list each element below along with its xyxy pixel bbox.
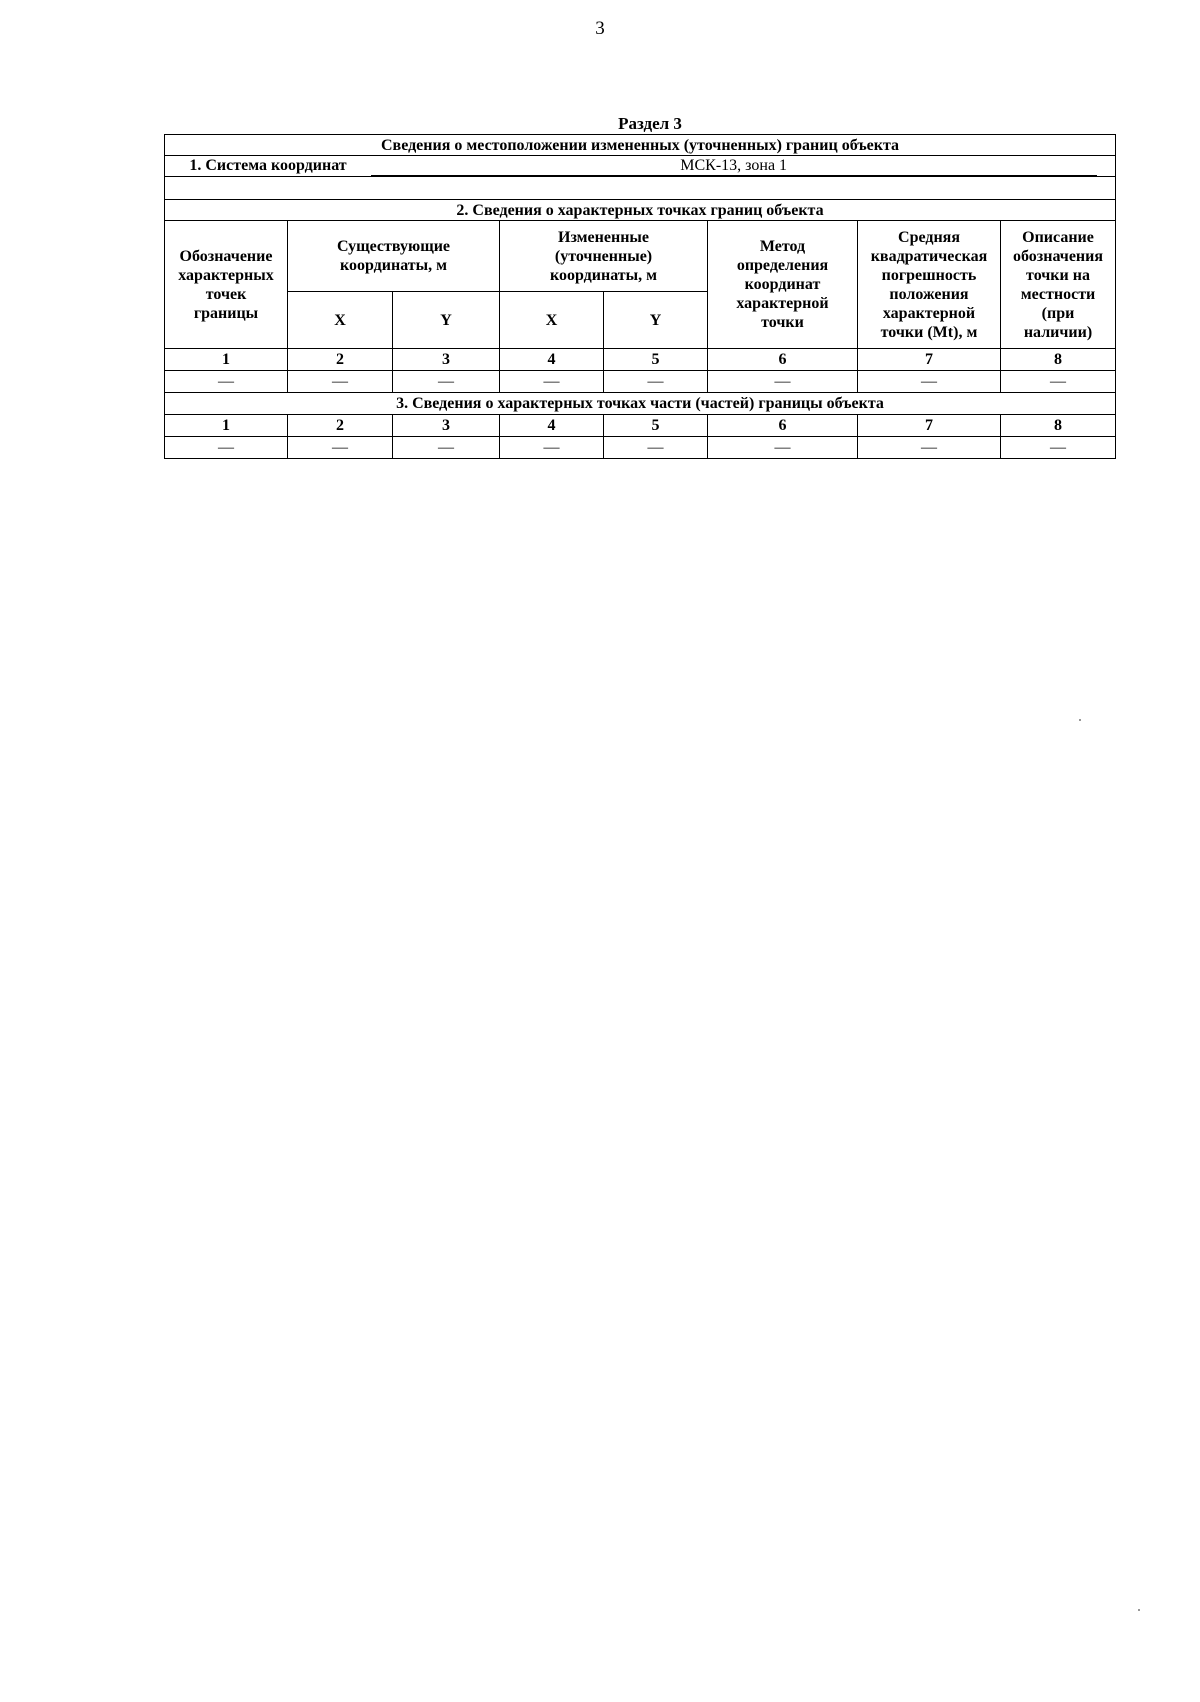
column-number: 1 bbox=[165, 349, 288, 371]
header-changed-coordinates: Измененные (уточненные) координаты, м bbox=[500, 221, 708, 292]
table-cell: — bbox=[165, 371, 288, 393]
column-number: 1 bbox=[165, 415, 288, 437]
scan-speck bbox=[1079, 719, 1081, 721]
table-cell: — bbox=[165, 437, 288, 459]
table-row bbox=[165, 371, 1116, 393]
header-changed-y: Y bbox=[604, 292, 708, 349]
column-number: 5 bbox=[604, 415, 708, 437]
table-cell: — bbox=[288, 437, 393, 459]
header-method: Метод определения координат характерной точки bbox=[708, 221, 858, 349]
column-number: 6 bbox=[708, 349, 858, 371]
coord-system-label: 1. Система координат bbox=[189, 157, 347, 174]
table-cell: — bbox=[500, 437, 604, 459]
table-cell: — bbox=[1001, 437, 1116, 459]
table-title: Сведения о местоположении измененных (уточненных) границ объекта bbox=[165, 135, 1116, 156]
header-existing-x: X bbox=[288, 292, 393, 349]
header-mean-square-error: Средняя квадратическая погрешность положения характерной точки (Mt), м bbox=[858, 221, 1001, 349]
section-title: Раздел 3 bbox=[618, 114, 682, 133]
table-cell: — bbox=[604, 437, 708, 459]
header-existing-coordinates: Существующие координаты, м bbox=[288, 221, 500, 292]
table-cell: — bbox=[500, 371, 604, 393]
subsection-2-title: 2. Сведения о характерных точках границ объекта bbox=[165, 200, 1116, 221]
subsection-3-title: 3. Сведения о характерных точках части (частей) границы объекта bbox=[165, 393, 1116, 415]
table-cell: — bbox=[1001, 371, 1116, 393]
column-number: 8 bbox=[1001, 349, 1116, 371]
column-number: 4 bbox=[500, 349, 604, 371]
table-cell: — bbox=[858, 371, 1001, 393]
column-number: 7 bbox=[858, 349, 1001, 371]
table-cell: — bbox=[393, 371, 500, 393]
table-row bbox=[165, 437, 1116, 459]
header-point-designation: Обозначение характерных точек границы bbox=[165, 221, 288, 349]
column-number: 2 bbox=[288, 349, 393, 371]
header-existing-y: Y bbox=[393, 292, 500, 349]
page-number: 3 bbox=[595, 18, 605, 39]
header-changed-x: X bbox=[500, 292, 604, 349]
column-number: 4 bbox=[500, 415, 604, 437]
column-number: 7 bbox=[858, 415, 1001, 437]
column-number: 5 bbox=[604, 349, 708, 371]
coord-system-row bbox=[165, 156, 1116, 177]
column-number: 3 bbox=[393, 349, 500, 371]
column-number-row bbox=[165, 349, 1116, 371]
column-number-row-2 bbox=[165, 415, 1116, 437]
coord-system-spacer bbox=[165, 177, 1116, 200]
column-number: 8 bbox=[1001, 415, 1116, 437]
column-number: 6 bbox=[708, 415, 858, 437]
table-cell: — bbox=[288, 371, 393, 393]
table-cell: — bbox=[708, 371, 858, 393]
boundary-table bbox=[164, 134, 1116, 459]
scan-speck bbox=[1138, 1609, 1140, 1611]
table-cell: — bbox=[393, 437, 500, 459]
header-point-description: Описание обозначения точки на местности (при наличии) bbox=[1001, 221, 1116, 349]
column-number: 2 bbox=[288, 415, 393, 437]
table-cell: — bbox=[708, 437, 858, 459]
coord-system-value: МСК-13, зона 1 bbox=[371, 156, 1097, 176]
table-cell: — bbox=[604, 371, 708, 393]
table-cell: — bbox=[858, 437, 1001, 459]
column-number: 3 bbox=[393, 415, 500, 437]
